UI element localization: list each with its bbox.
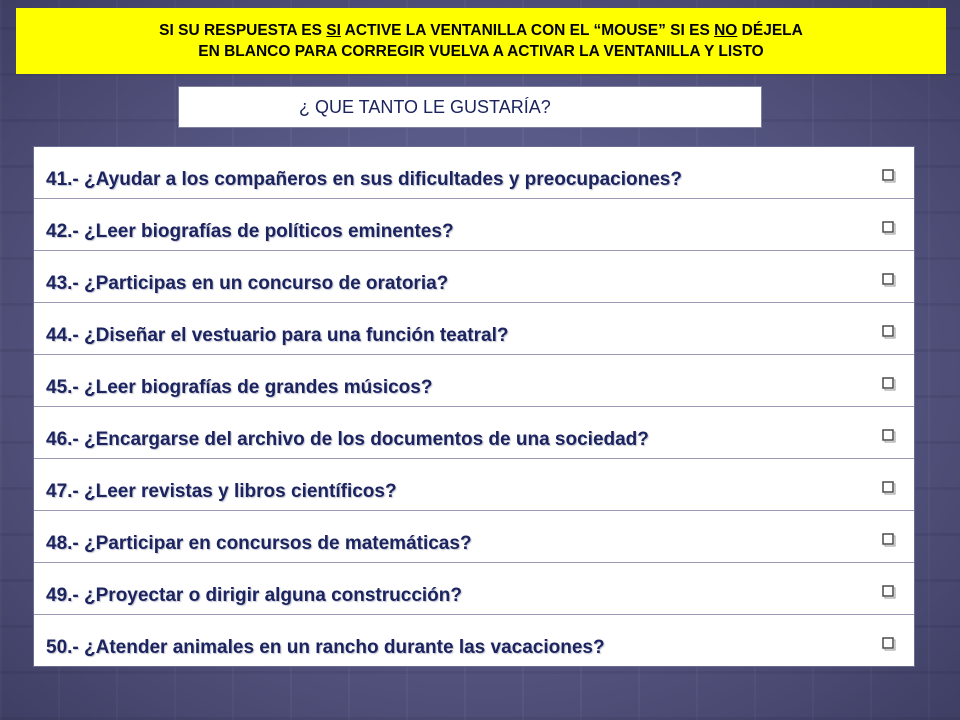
checkbox-icon[interactable] bbox=[882, 585, 898, 599]
checkbox-icon[interactable] bbox=[882, 221, 898, 235]
instruction-text bbox=[159, 20, 803, 62]
checkbox-icon[interactable] bbox=[882, 169, 898, 183]
question-row bbox=[34, 199, 914, 251]
instruction-line-2: EN BLANCO PARA CORREGIR VUELVA A ACTIVAR LA VENTANILLA Y LISTO bbox=[198, 43, 764, 60]
question-label: 49.- ¿Proyectar o dirigir alguna construcción? bbox=[46, 585, 462, 606]
question-row bbox=[34, 355, 914, 407]
section-title-text: ¿ QUE TANTO LE GUSTARÍA? bbox=[299, 96, 551, 117]
checkbox-icon[interactable] bbox=[882, 325, 898, 339]
instruction-part-1: SI SU RESPUESTA ES bbox=[159, 22, 327, 39]
question-label: 50.- ¿Atender animales en un rancho durante las vacaciones? bbox=[46, 637, 605, 658]
question-label: 42.- ¿Leer biografías de políticos eminentes? bbox=[46, 221, 454, 242]
checkbox-icon[interactable] bbox=[882, 377, 898, 391]
instruction-si: SI bbox=[326, 22, 341, 39]
question-label: 48.- ¿Participar en concursos de matemáticas? bbox=[46, 533, 472, 554]
section-title bbox=[178, 86, 762, 128]
question-label: 44.- ¿Diseñar el vestuario para una función teatral? bbox=[46, 325, 509, 346]
question-label: 41.- ¿Ayudar a los compañeros en sus dificultades y preocupaciones? bbox=[46, 169, 682, 190]
instruction-part-2: ACTIVE LA VENTANILLA CON EL “MOUSE” SI ES bbox=[340, 22, 715, 39]
question-row bbox=[34, 563, 914, 615]
checkbox-icon[interactable] bbox=[882, 429, 898, 443]
question-label: 45.- ¿Leer biografías de grandes músicos? bbox=[46, 377, 433, 398]
checkbox-icon[interactable] bbox=[882, 273, 898, 287]
checkbox-icon[interactable] bbox=[882, 481, 898, 495]
question-row bbox=[34, 407, 914, 459]
question-row bbox=[34, 459, 914, 511]
question-row bbox=[34, 615, 914, 667]
question-list bbox=[33, 146, 915, 667]
checkbox-icon[interactable] bbox=[882, 533, 898, 547]
checkbox-icon[interactable] bbox=[882, 637, 898, 651]
instruction-no: NO bbox=[714, 22, 738, 39]
question-row bbox=[34, 251, 914, 303]
question-row bbox=[34, 303, 914, 355]
instruction-banner bbox=[16, 8, 946, 74]
instruction-part-3: DÉJELA bbox=[737, 22, 803, 39]
question-label: 46.- ¿Encargarse del archivo de los documentos de una sociedad? bbox=[46, 429, 649, 450]
question-row bbox=[34, 511, 914, 563]
question-row bbox=[34, 147, 914, 199]
question-label: 47.- ¿Leer revistas y libros científicos? bbox=[46, 481, 397, 502]
question-label: 43.- ¿Participas en un concurso de oratoria? bbox=[46, 273, 449, 294]
